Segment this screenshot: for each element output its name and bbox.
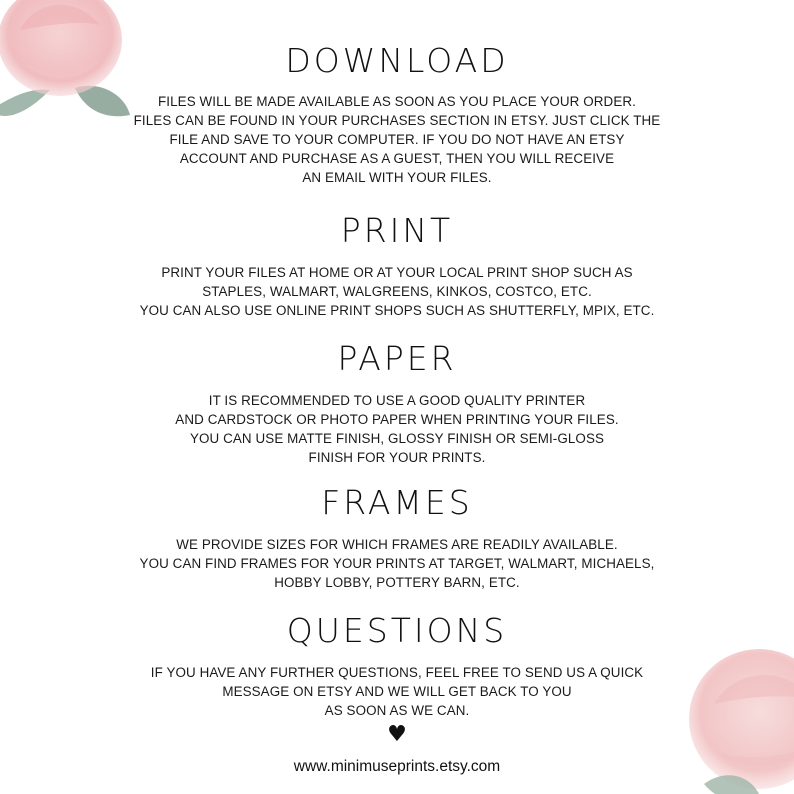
body-line: ACCOUNT AND PURCHASE AS A GUEST, THEN YOU WILL RECEIVE bbox=[179, 151, 615, 166]
section-title: QUESTIONS bbox=[286, 611, 508, 650]
section-body bbox=[0, 92, 794, 187]
section-body bbox=[0, 663, 794, 720]
body-line: IF YOU HAVE ANY FURTHER QUESTIONS, FEEL FREE TO SEND US A QUICK bbox=[150, 665, 644, 680]
section-body bbox=[0, 391, 794, 467]
section-download bbox=[0, 41, 794, 187]
body-line: AN EMAIL WITH YOUR FILES. bbox=[302, 170, 492, 185]
body-line: AND CARDSTOCK OR PHOTO PAPER WHEN PRINTING YOUR FILES. bbox=[175, 412, 619, 427]
body-line: FILES WILL BE MADE AVAILABLE AS SOON AS YOU PLACE YOUR ORDER. bbox=[158, 94, 636, 109]
body-line: YOU CAN ALSO USE ONLINE PRINT SHOPS SUCH AS SHUTTERFLY, MPIX, ETC. bbox=[139, 303, 655, 318]
section-title: DOWNLOAD bbox=[285, 41, 509, 80]
body-line: WE PROVIDE SIZES FOR WHICH FRAMES ARE READILY AVAILABLE. bbox=[176, 537, 618, 552]
section-title: PRINT bbox=[340, 211, 454, 250]
section-paper bbox=[0, 339, 794, 467]
body-line: YOU CAN FIND FRAMES FOR YOUR PRINTS AT TARGET, WALMART, MICHAELS, bbox=[139, 556, 655, 571]
body-line: MESSAGE ON ETSY AND WE WILL GET BACK TO YOU bbox=[222, 684, 572, 699]
body-line: IT IS RECOMMENDED TO USE A GOOD QUALITY PRINTER bbox=[208, 393, 586, 408]
body-line: STAPLES, WALMART, WALGREENS, KINKOS, COSTCO, ETC. bbox=[202, 284, 592, 299]
section-body bbox=[0, 535, 794, 592]
section-print bbox=[0, 211, 794, 320]
body-line: FILES CAN BE FOUND IN YOUR PURCHASES SECTION IN ETSY. JUST CLICK THE bbox=[133, 113, 661, 128]
body-line: FILE AND SAVE TO YOUR COMPUTER. IF YOU DO NOT HAVE AN ETSY bbox=[169, 132, 625, 147]
section-title: PAPER bbox=[337, 339, 457, 378]
heart-icon: ♥ bbox=[387, 722, 407, 747]
body-line: FINISH FOR YOUR PRINTS. bbox=[308, 450, 486, 465]
shop-url: www.minimuseprints.etsy.com bbox=[293, 758, 501, 775]
body-line: PRINT YOUR FILES AT HOME OR AT YOUR LOCAL PRINT SHOP SUCH AS bbox=[161, 265, 633, 280]
section-questions bbox=[0, 611, 794, 720]
body-line: YOU CAN USE MATTE FINISH, GLOSSY FINISH OR SEMI-GLOSS bbox=[189, 431, 605, 446]
section-frames bbox=[0, 483, 794, 592]
body-line: AS SOON AS WE CAN. bbox=[324, 703, 470, 718]
body-line: HOBBY LOBBY, POTTERY BARN, ETC. bbox=[274, 575, 520, 590]
section-body bbox=[0, 263, 794, 320]
section-title: FRAMES bbox=[321, 483, 473, 522]
